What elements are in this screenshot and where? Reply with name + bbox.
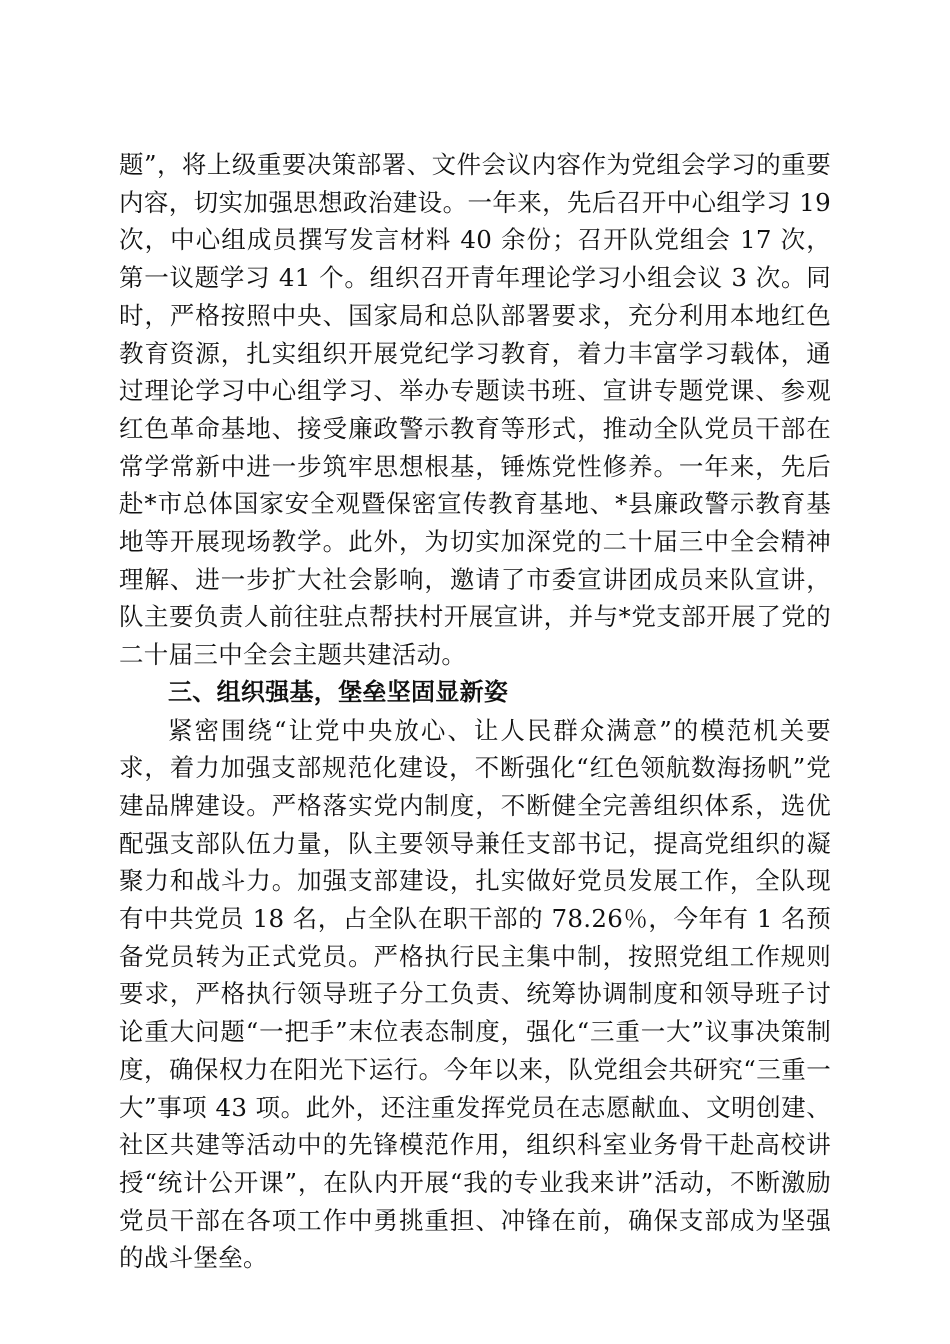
section-heading: 三、组织强基，堡垒坚固显新姿 bbox=[168, 677, 509, 706]
document-body bbox=[119, 146, 831, 1277]
body-paragraph-continued: 题”，将上级重要决策部署、文件会议内容作为党组会学习的重要内容，切实加强思想政治建设。一年来，先后召开中心组学习 19 次，中心组成员撰写发言材料 40 余份；召开队党组会 17 次，第一议题学习 41 个。组织召开青年理论学习小组会议 3 次。同时，严格按照中央、国家局和总队部署要求，充分利用本地红色教育资源，扎实组织开展党纪学习教育，着力丰富学习载体，通过理论学习中心组学习、举办专题读书班、宣讲专题党课、参观红色革命基地、接受廉政警示教育等形式，推动全队党员干部在常学常新中进一步筑牢思想根基，锤炼党性修养。一年来，先后赴*市总体国家安全观暨保密宣传教育基地、*县廉政警示教育基地等开展现场教学。此外，为切实加深党的二十届三中全会精神理解、进一步扩大社会影响，邀请了市委宣讲团成员来队宣讲，队主要负责人前往驻点帮扶村开展宣讲，并与*党支部开展了党的二十届三中全会主题共建活动。 bbox=[119, 150, 831, 670]
body-paragraph: 紧密围绕“让党中央放心、让人民群众满意”的模范机关要求，着力加强支部规范化建设，不断强化“红色领航数海扬帆”党建品牌建设。严格落实党内制度，不断健全完善组织体系，选优配强支部队伍力量，队主要领导兼任支部书记，提高党组织的凝聚力和战斗力。加强支部建设，扎实做好党员发展工作，全队现有中共党员 18 名，占全队在职干部的 78.26％，今年有 1 名预备党员转为正式党员。严格执行民主集中制，按照党组工作规则要求，严格执行领导班子分工负责、统筹协调制度和领导班子讨论重大问题“一把手”末位表态制度，强化“三重一大”议事决策制度，确保权力在阳光下运行。今年以来，队党组会共研究“三重一大”事项 43 项。此外，还注重发挥党员在志愿献血、文明创建、社区共建等活动中的先锋模范作用，组织科室业务骨干赴高校讲授“统计公开课”，在队内开展“我的专业我来讲”活动，不断激励党员干部在各项工作中勇挑重担、冲锋在前，确保支部成为坚强的战斗堡垒。 bbox=[119, 715, 831, 1273]
